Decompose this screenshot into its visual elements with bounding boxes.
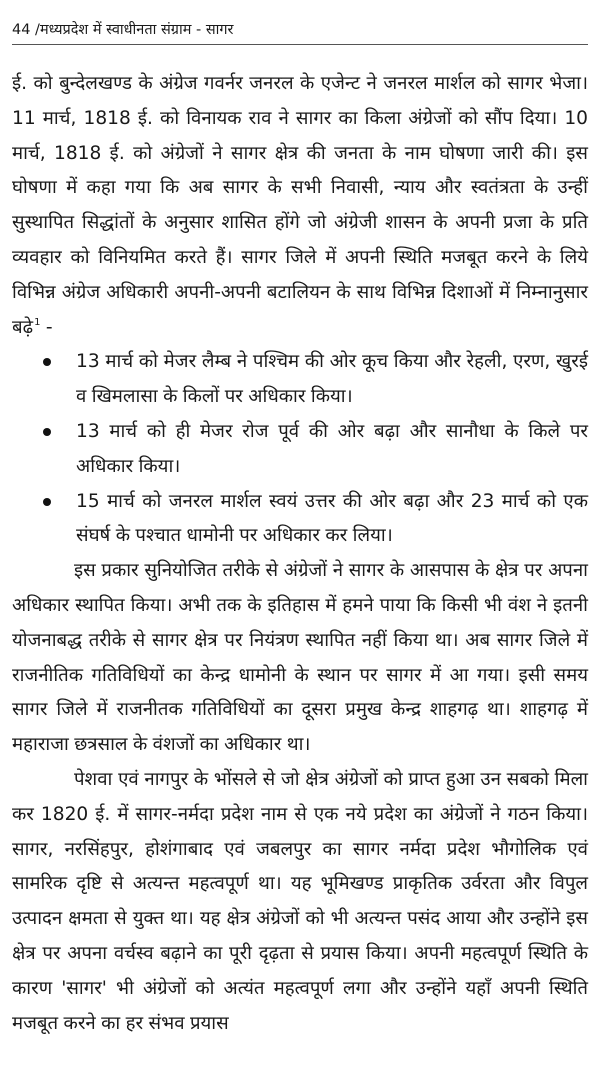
list-item [12, 345, 588, 415]
paragraph-intro [12, 67, 588, 345]
running-title: 44 /मध्यप्रदेश में स्वाधीनता संग्राम - सागर [12, 22, 234, 38]
paragraph-intro-tail: - [40, 316, 53, 338]
bullet-icon [43, 358, 51, 366]
list-item-text: 15 मार्च को जनरल मार्शल स्वयं उत्तर की ओर बढ़ा और 23 मार्च को एक संघर्ष के पश्चात धामोनी पर अधिकार कर लिया। [76, 490, 588, 547]
list-item [12, 415, 588, 485]
footnote-marker: 1 [34, 317, 41, 329]
list-item [12, 485, 588, 555]
bullet-list [12, 345, 588, 554]
bullet-icon [43, 498, 51, 506]
paragraph-control: इस प्रकार सुनियोजित तरीके से अंग्रेजों ने सागर के आसपास के क्षेत्र पर अपना अधिकार स्थापित किया। अभी तक के इतिहास में हमने पाया कि किसी भी वंश ने इतनी योजनाबद्ध तरीके से सागर क्षेत्र पर नियंत्रण स्थापित नहीं किया था। अब सागर जिले में राजनीतिक गतिविधियों का केन्द्र धामोनी के स्थान पर सागर में आ गया। इसी समय सागर जिले में राजनीतक गतिविधियों का दूसरा प्रमुख केन्द्र शाहगढ़ था। शाहगढ़ में महाराजा छत्रसाल के वंशजों का अधिकार था। [12, 560, 588, 756]
list-item-text: 13 मार्च को मेजर लैम्ब ने पश्चिम की ओर कूच किया और रेहली, एरण, खुरई व खिमलासा के किलों पर अधिकार किया। [76, 351, 588, 408]
paragraph-intro-text: ई. को बुन्देलखण्ड के अंग्रेज गवर्नर जनरल के एजेन्ट ने जनरल मार्शल को सागर भेजा। 11 मार्च, 1818 ई. को विनायक राव ने सागर का किला अंग्रेजों को सौंप दिया। 10 मार्च, 1818 ई. को अंग्रेजों ने सागर क्षेत्र की जनता के नाम घोषणा जारी की। इस घोषणा में कहा गया कि अब सागर के सभी निवासी, न्याय और स्वतंत्रता के उन्हीं सुस्थापित सिद्धांतों के अनुसार शासित होंगे जो अंग्रेजी शासन के अपनी प्रजा के प्रति व्यवहार को विनियमित करते हैं। सागर जिले में अपनी स्थिति मजबूत करने के लिये विभिन्न अंग्रेज अधिकारी अपनी-अपनी बटालियन के साथ विभिन्न दिशाओं में निम्नानुसार बढ़े [12, 73, 588, 338]
list-item-text: 13 मार्च को ही मेजर रोज पूर्व की ओर बढ़ा और सानौधा के किले पर अधिकार किया। [76, 420, 588, 477]
paragraph-province: पेशवा एवं नागपुर के भोंसले से जो क्षेत्र अंग्रेजों को प्राप्त हुआ उन सबको मिला कर 1820 ई. में सागर-नर्मदा प्रदेश नाम से एक नये प्रदेश का अंग्रेजों ने गठन किया। सागर, नरसिंहपुर, होशंगाबाद एवं जबलपुर का सागर नर्मदा प्रदेश भौगोलिक एवं सामरिक दृष्टि से अत्यन्त महत्वपूर्ण था। यह भूमिखण्ड प्राकृतिक उर्वरता और विपुल उत्पादन क्षमता से युक्त था। यह क्षेत्र अंग्रेजों को भी अत्यन्त पसंद आया और उन्होंने इस क्षेत्र पर अपना वर्चस्व बढ़ाने का पूरी दृढ़ता से प्रयास किया। अपनी महत्वपूर्ण स्थिति के कारण 'सागर' भी अंग्रेजों को अत्यंत महत्वपूर्ण लगा और उन्होंने यहाँ अपनी स्थिति मजबूत करने का हर संभव प्रयास [12, 768, 588, 1034]
running-header [12, 0, 588, 45]
bullet-icon [43, 428, 51, 436]
